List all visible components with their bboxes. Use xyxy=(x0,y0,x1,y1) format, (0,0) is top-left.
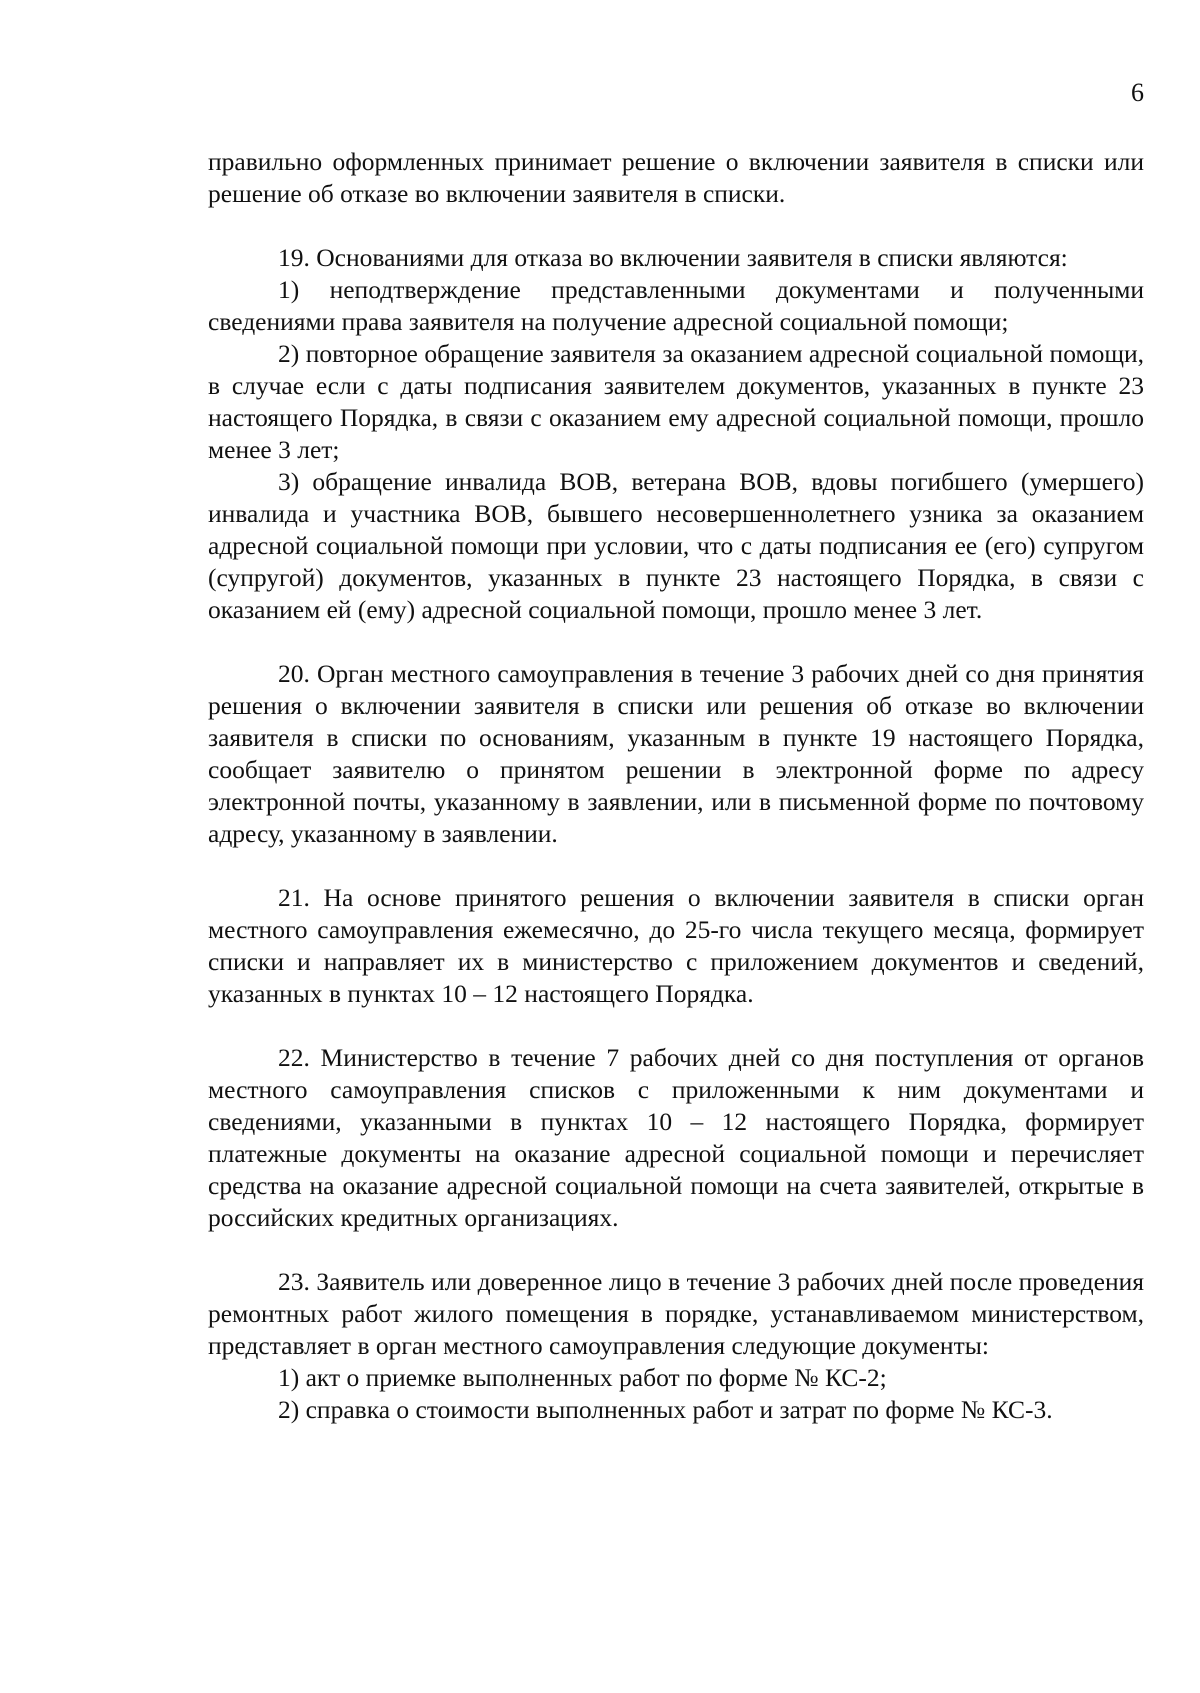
paragraph-continuation: правильно оформленных принимает решение о включении заявителя в списки или решение об отказе во включении заявителя в списки. xyxy=(208,147,1144,208)
paragraph-gap xyxy=(208,850,1144,882)
paragraph-20: 20. Орган местного самоуправления в течение 3 рабочих дней со дня принятия решения о включении заявителя в списки или решения об отказе во включении заявителя в списки по основаниям, указанным в пункте 19 настоящего Порядка, сообщает заявителю о принятом решении в электронной форме по адресу электронной почты, указанному в заявлении, или в письменной форме по почтовому адресу, указанному в заявлении. xyxy=(208,659,1144,848)
paragraph-23-item-1: 1) акт о приемке выполненных работ по форме № КС-2; xyxy=(278,1363,887,1392)
paragraph-23: 23. Заявитель или доверенное лицо в течение 3 рабочих дней после проведения ремонтных работ жилого помещения в порядке, устанавливаемом министерством, представляет в орган местного самоуправления следующие документы: xyxy=(208,1267,1144,1360)
paragraph-19: 19. Основаниями для отказа во включении заявителя в списки являются: xyxy=(278,243,1068,272)
paragraph-19-item-2: 2) повторное обращение заявителя за оказанием адресной социальной помощи, в случае если с даты подписания заявителем документов, указанных в пункте 23 настоящего Порядка, в связи с оказанием ему адресной социальной помощи, прошло менее 3 лет; xyxy=(208,339,1144,464)
paragraph-gap xyxy=(208,210,1144,242)
paragraph-23-item-2: 2) справка о стоимости выполненных работ и затрат по форме № КС-3. xyxy=(278,1395,1053,1424)
page-number: 6 xyxy=(1131,78,1144,107)
paragraph-22: 22. Министерство в течение 7 рабочих дней со дня поступления от органов местного самоуправления списков с приложенными к ним документами и сведениями, указанными в пунктах 10 – 12 настоящего Порядка, формирует платежные документы на оказание адресной социальной помощи и перечисляет средства на оказание адресной социальной помощи на счета заявителей, открытые в российских кредитных организациях. xyxy=(208,1043,1144,1232)
paragraph-21: 21. На основе принятого решения о включении заявителя в списки орган местного самоуправления ежемесячно, до 25-го числа текущего месяца, формирует списки и направляет их в министерство с приложением документов и сведений, указанных в пунктах 10 – 12 настоящего Порядка. xyxy=(208,883,1144,1008)
document-body xyxy=(208,146,1144,1426)
paragraph-gap xyxy=(208,626,1144,658)
paragraph-19-item-1: 1) неподтверждение представленными документами и полученными сведениями права заявителя на получение адресной социальной помощи; xyxy=(208,275,1144,336)
paragraph-19-item-3: 3) обращение инвалида ВОВ, ветерана ВОВ, вдовы погибшего (умершего) инвалида и участника ВОВ, бывшего несовершеннолетнего узника за оказанием адресной социальной помощи при условии, что с даты подписания ее (его) супругом (супругой) документов, указанных в пункте 23 настоящего Порядка, в связи с оказанием ей (ему) адресной социальной помощи, прошло менее 3 лет. xyxy=(208,467,1144,624)
paragraph-gap xyxy=(208,1234,1144,1266)
paragraph-gap xyxy=(208,1010,1144,1042)
